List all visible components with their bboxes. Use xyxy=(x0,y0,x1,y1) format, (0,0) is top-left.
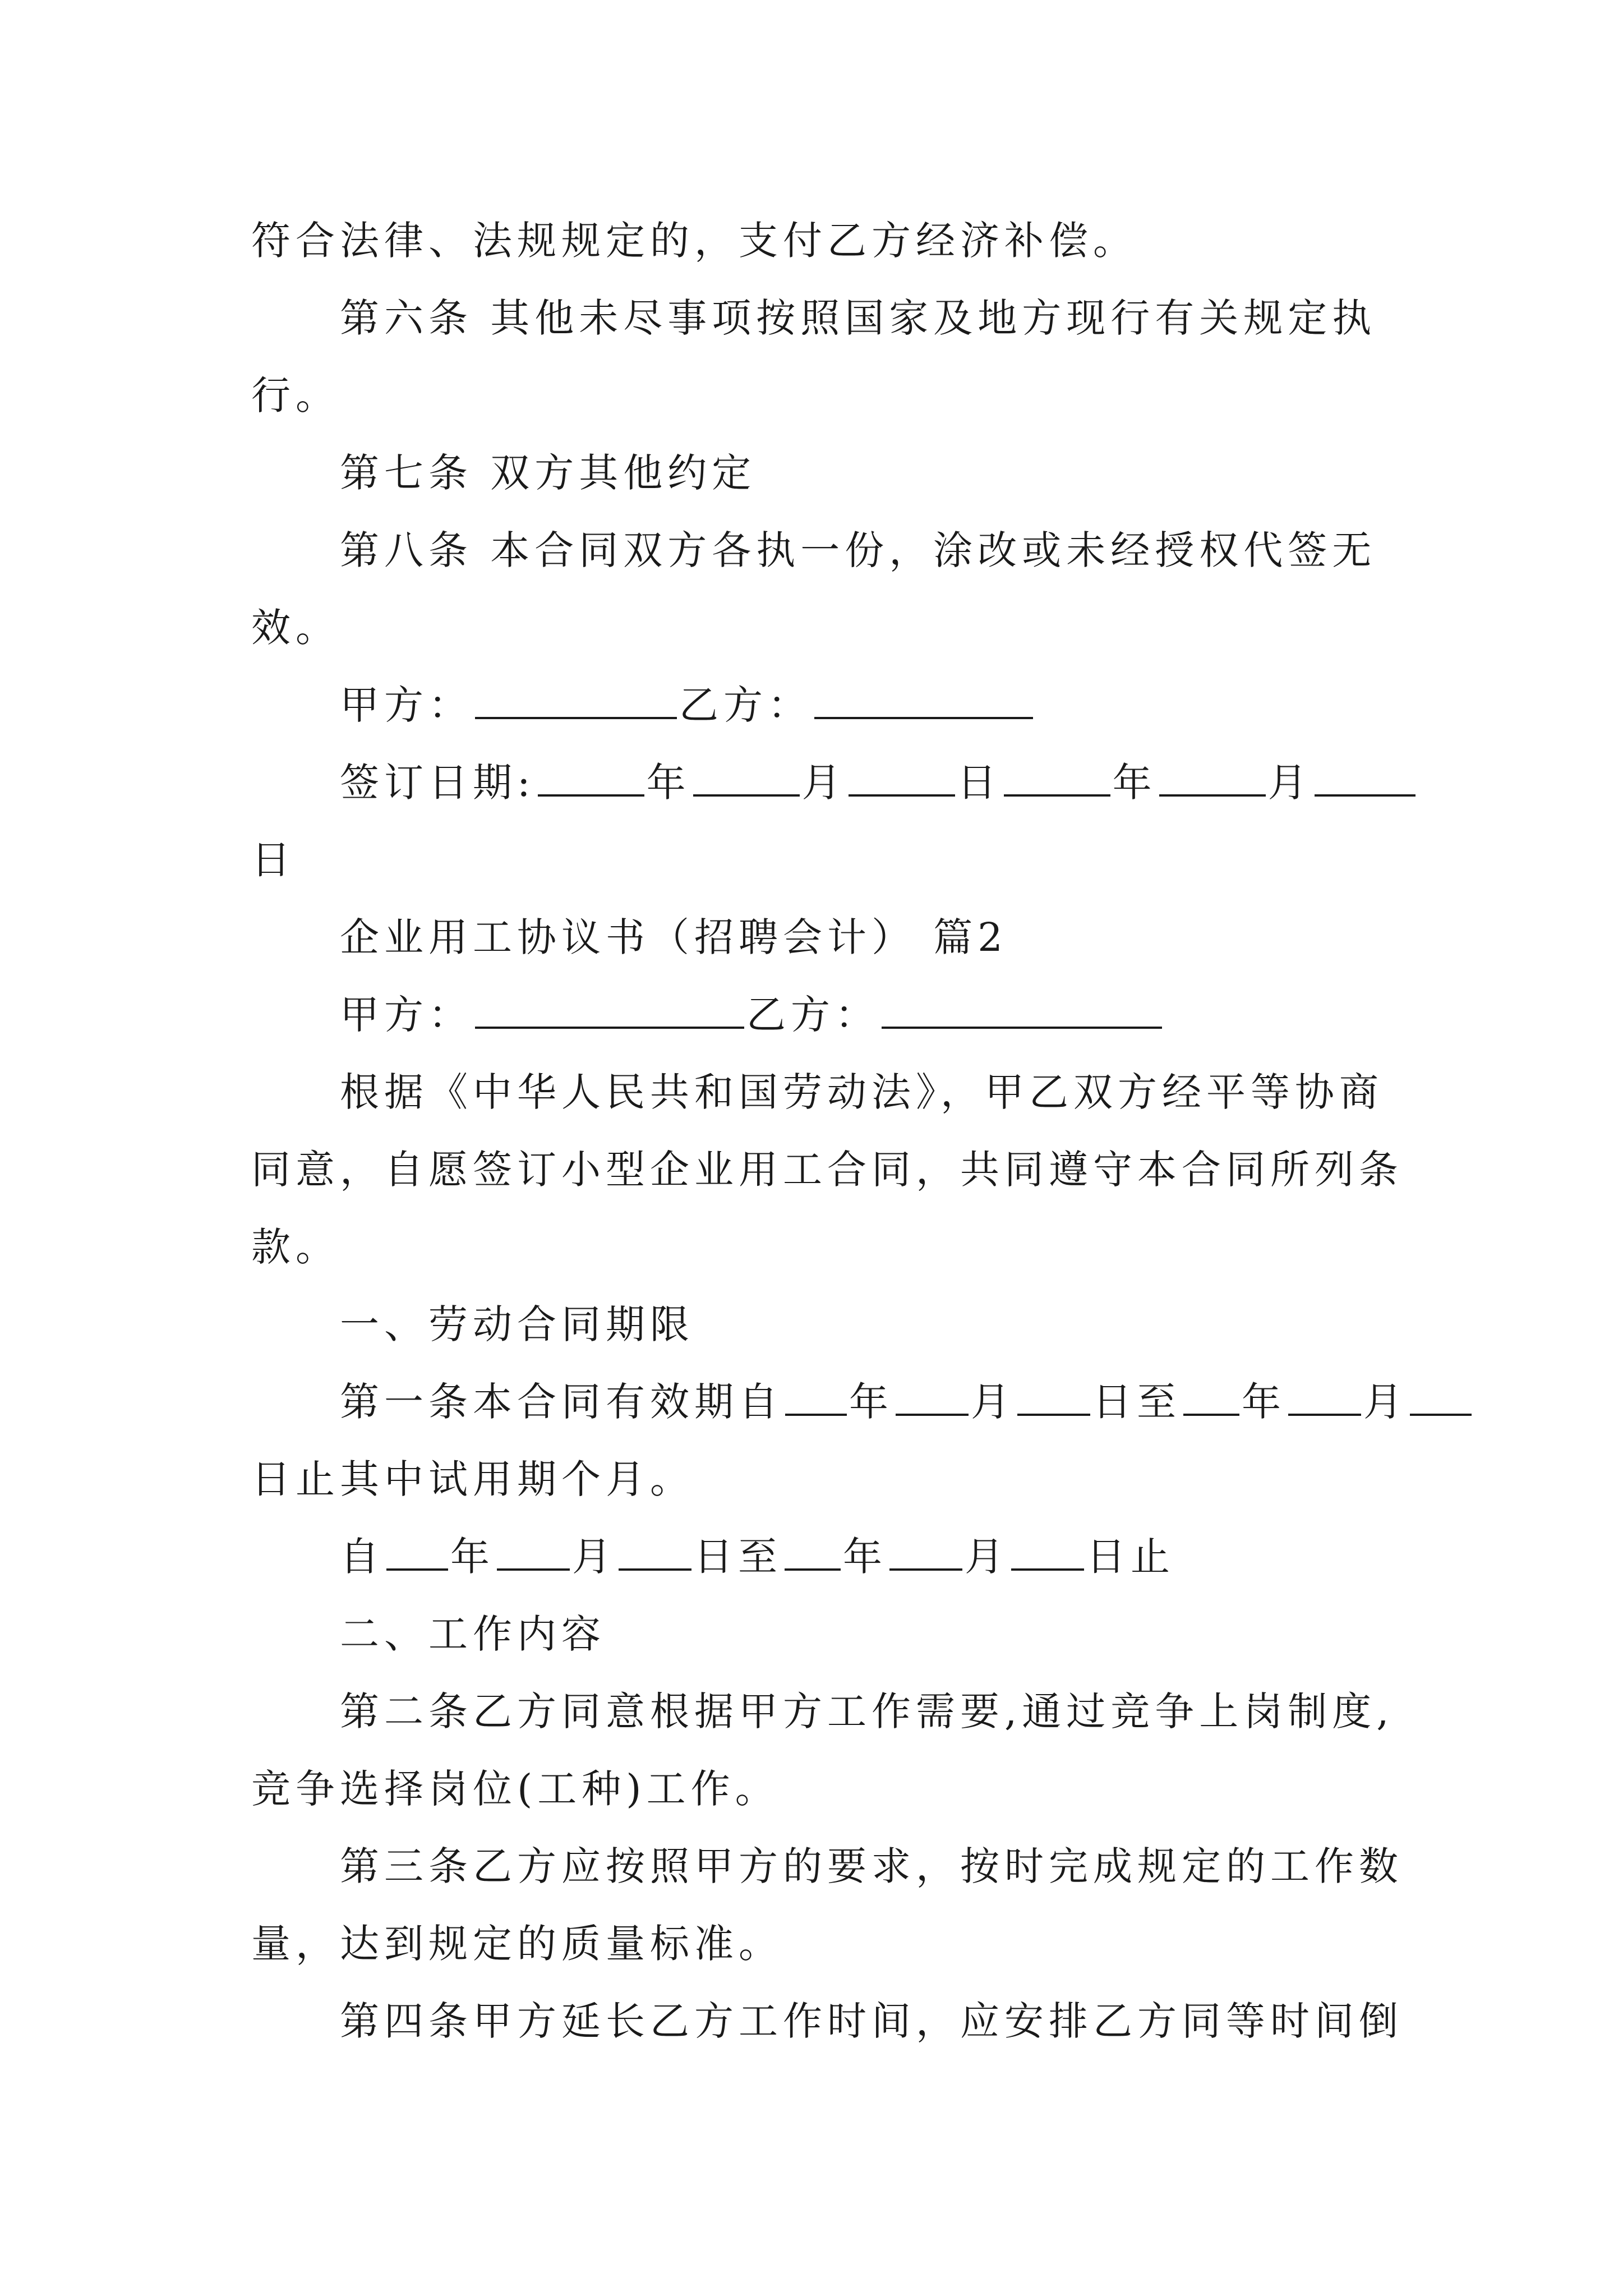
paragraph-line: 第四条甲方延长乙方工作时间，应安排乙方同等时间倒 xyxy=(340,1998,1403,2044)
day-to-label: 日至 xyxy=(694,1534,782,1580)
date-blank xyxy=(1159,762,1266,797)
paragraph-line: 同意，自愿签订小型企业用工合同，共同遵守本合同所列条 xyxy=(251,1147,1403,1193)
day-to-label: 日至 xyxy=(1092,1379,1181,1425)
date-blank xyxy=(538,762,644,797)
paragraph-line: 第三条乙方应按照甲方的要求，按时完成规定的工作数 xyxy=(340,1843,1403,1889)
date-blank xyxy=(1288,1381,1361,1416)
section-title: 企业用工协议书（招聘会计） 篇2 xyxy=(340,914,1008,960)
paragraph-line: 日 xyxy=(251,837,296,883)
year-label: 年 xyxy=(843,1534,887,1580)
party-a-label: 甲方： xyxy=(340,682,473,728)
party-b-blank xyxy=(814,684,1033,719)
date-blank xyxy=(785,1381,847,1416)
paragraph-line: 量，达到规定的质量标准。 xyxy=(251,1921,783,1967)
contract-term-row xyxy=(251,1364,1495,1439)
signing-date-label: 签订日期: xyxy=(340,760,536,806)
date-blank xyxy=(1011,1536,1084,1571)
date-blank xyxy=(1183,1381,1239,1416)
year-label: 年 xyxy=(1242,1379,1286,1425)
month-label: 月 xyxy=(572,1534,616,1580)
date-blank xyxy=(1315,762,1415,797)
day-label: 日 xyxy=(957,760,1002,806)
year-label: 年 xyxy=(849,1379,893,1425)
year-label: 年 xyxy=(450,1534,495,1580)
paragraph-line: 根据《中华人民共和国劳动法》，甲乙双方经平等协商 xyxy=(340,1069,1384,1115)
party-a-blank xyxy=(475,684,677,719)
date-blank xyxy=(1017,1381,1090,1416)
date-blank xyxy=(693,762,800,797)
paragraph-line: 款。 xyxy=(251,1224,340,1270)
signing-date-row xyxy=(251,745,1495,820)
section-heading: 二、工作内容 xyxy=(340,1611,606,1657)
date-blank xyxy=(785,1536,841,1571)
month-label: 月 xyxy=(1267,760,1312,806)
paragraph-line: 竞争选择岗位(工种)工作。 xyxy=(251,1766,780,1812)
date-blank xyxy=(386,1536,448,1571)
date-blank xyxy=(849,762,955,797)
article-seven-line: 第七条 双方其他约定 xyxy=(340,450,757,496)
term-prefix: 自 xyxy=(340,1534,384,1580)
date-blank xyxy=(896,1381,969,1416)
paragraph-line: 日止其中试用期个月。 xyxy=(251,1456,694,1502)
party-b-blank xyxy=(882,994,1162,1029)
month-label: 月 xyxy=(965,1534,1009,1580)
date-blank xyxy=(1004,762,1110,797)
paragraph-line: 第二条乙方同意根据甲方工作需要,通过竞争上岗制度, xyxy=(340,1688,1394,1734)
month-label: 月 xyxy=(1363,1379,1408,1425)
party-b-label: 乙方： xyxy=(679,682,812,728)
day-end-label: 日止 xyxy=(1086,1534,1175,1580)
term-prefix: 第一条本合同有效期自 xyxy=(340,1379,783,1425)
paragraph-line: 效。 xyxy=(251,605,340,651)
date-blank xyxy=(619,1536,691,1571)
month-label: 月 xyxy=(801,760,846,806)
date-blank xyxy=(1410,1381,1472,1416)
article-eight-line: 第八条 本合同双方各执一份，涂改或未经授权代签无 xyxy=(340,527,1377,573)
year-label: 年 xyxy=(646,760,691,806)
article-six-line: 第六条 其他未尽事项按照国家及地方现行有关规定执 xyxy=(340,295,1377,341)
signature-parties-row xyxy=(251,668,1495,743)
signature-parties-row xyxy=(251,977,1495,1052)
year-label: 年 xyxy=(1112,760,1157,806)
paragraph-line: 行。 xyxy=(251,372,340,418)
probation-term-row xyxy=(251,1519,1495,1594)
date-blank xyxy=(497,1536,570,1571)
party-a-label: 甲方： xyxy=(340,992,473,1038)
party-a-blank xyxy=(475,994,744,1029)
party-b-label: 乙方： xyxy=(746,992,879,1038)
paragraph-line: 符合法律、法规规定的，支付乙方经济补偿。 xyxy=(251,218,1137,264)
month-label: 月 xyxy=(971,1379,1015,1425)
section-heading: 一、劳动合同期限 xyxy=(340,1301,694,1347)
date-blank xyxy=(889,1536,962,1571)
